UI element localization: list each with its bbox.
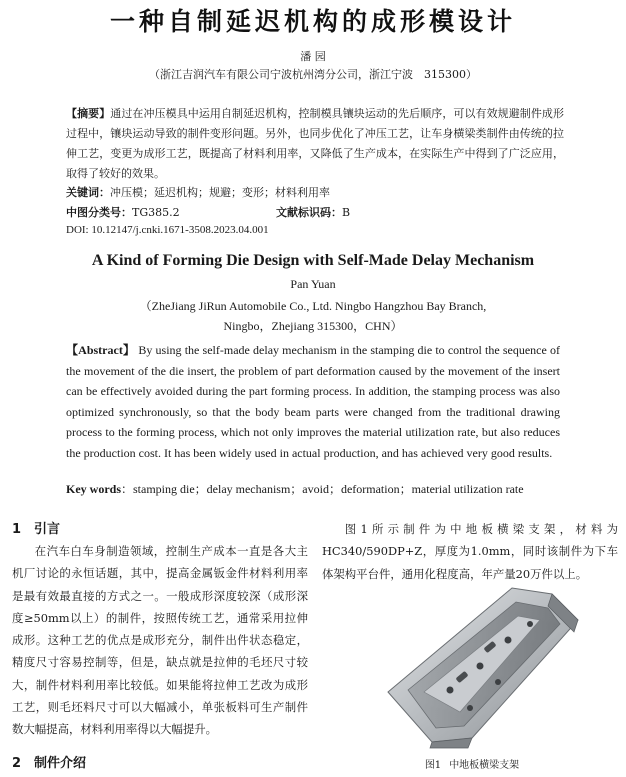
keywords-en-label: Key words bbox=[66, 482, 121, 496]
abstract-cn-label: 【摘要】 bbox=[66, 107, 111, 120]
keywords-cn-label: 关键词： bbox=[66, 186, 110, 199]
affiliation-en-line1: （ZheJiang JiRun Automobile Co., Ltd. Ningbo Hangzhou Bay Branch, bbox=[139, 299, 487, 313]
crossbeam-bracket-illustration bbox=[380, 580, 580, 750]
title-cn: 一种自制延迟机构的成形模设计 bbox=[109, 7, 516, 36]
figure1-image bbox=[380, 580, 580, 750]
keywords-cn bbox=[66, 184, 330, 200]
section2-body: 图1所示制件为中地板横梁支架，材料为HC340/590DP+Z，厚度为1.0mm，同时该制件为下车体架构平台件，通用化程度高，年产量20万件以上。 bbox=[322, 522, 618, 581]
section2-heading: 2 制件介绍 bbox=[12, 756, 87, 771]
abstract-cn bbox=[66, 104, 564, 184]
abstract-en-text: By using the self-made delay mechanism in the stamping die to control the sequence of the movement of the die insert, the problem of part deformation caused by the movement of the insert can be effectively avoided during the part forming process. In addition, the stamping process was also optimized synchronously, so that the body beam parts were changed from the traditional drawing process to the forming process, which not only improves the material utilization rate, but also reduces the production cost. It has been widely used in actual production, and has achieved very good results. bbox=[66, 343, 560, 460]
abstract-cn-text: 通过在冲压模具中运用自制延迟机构，控制模具镶块运动的先后顺序，可以有效规避制件成形过程中，镶块运动导致的制件变形问题。另外，也同步优化了冲压工艺，让车身横梁类制件由传统的拉伸工艺，变更为成形工艺，既提高了材料利用率，又降低了生产成本，在实际生产中得到了广泛应用，取得了较好的效果。 bbox=[66, 107, 565, 180]
author-cn: 潘 园 bbox=[300, 50, 326, 63]
section1-body: 在汽车白车身制造领域，控制生产成本一直是各大主机厂讨论的永恒话题，其中，提高金属钣金件材料利用率是最有效最直接的方式之一。一般成形深度较深（成形深度≥50mm以上）的制件，按照传统工艺，通常采用拉伸成形。这种工艺的优点是成形充分，制件出件状态稳定，精度尺寸容易控制等，但是，缺点就是拉伸的毛坯尺寸较大，制件材料利用率比较低。如果能将拉伸工艺改为成形工艺，则毛坯料尺寸可以大幅减小，单张板料可生产制件数大幅提高，材料利用率得以大幅提升。 bbox=[12, 544, 308, 737]
figure1-number: 图1 bbox=[424, 760, 442, 771]
document-code-value: B bbox=[342, 206, 351, 219]
section1-heading: 1 引言 bbox=[12, 522, 61, 537]
keywords-cn-text: 冲压模；延迟机构；规避；变形；材料利用率 bbox=[110, 186, 330, 199]
classification-label: 中图分类号： bbox=[66, 206, 132, 219]
classification-value: TG385.2 bbox=[132, 206, 180, 219]
figure1-caption-text: 中地板横梁支架 bbox=[449, 760, 520, 771]
document-code bbox=[276, 204, 350, 220]
doi: DOI: 10.12147/j.cnki.1671-3508.2023.04.001 bbox=[66, 224, 269, 236]
keywords-en-text: ：stamping die；delay mechanism；avoid；deformation；material utilization rate bbox=[121, 482, 524, 496]
abstract-en bbox=[66, 340, 560, 463]
classification-number bbox=[66, 204, 180, 220]
abstract-en-label: 【Abstract】 bbox=[66, 343, 136, 357]
document-code-label: 文献标识码： bbox=[276, 206, 342, 219]
author-en: Pan Yuan bbox=[290, 277, 336, 291]
affiliation-cn: （浙江吉润汽车有限公司宁波杭州湾分公司，浙江宁波 315300） bbox=[149, 68, 477, 81]
figure1-caption bbox=[322, 756, 622, 771]
affiliation-en-line2: Ningbo，Zhejiang 315300，CHN） bbox=[223, 319, 403, 333]
keywords-en bbox=[66, 480, 524, 497]
title-en: A Kind of Forming Die Design with Self-Made Delay Mechanism bbox=[91, 252, 535, 269]
